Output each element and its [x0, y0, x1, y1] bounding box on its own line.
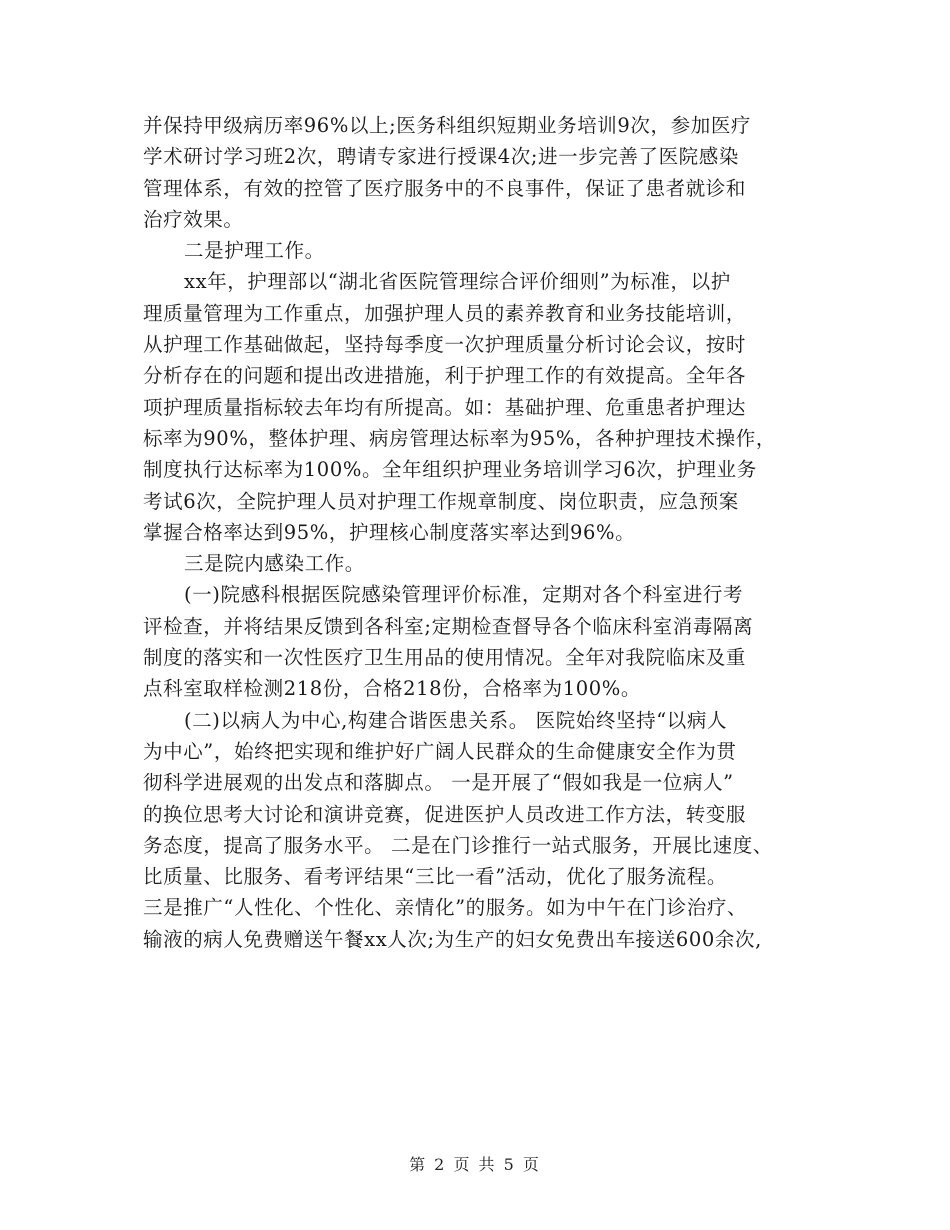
text-line: 分析存在的问题和提出改进措施，利于护理工作的有效提高。全年各 — [143, 364, 747, 388]
text-line: 为中心”，始终把实现和维护好广阔人民群众的生命健康安全作为贯 — [143, 739, 737, 763]
text-line: (一)院感科根据医院感染管理评价标准，定期对各个科室进行考 — [184, 583, 744, 607]
text-line: 点科室取样检测218份，合格218份，合格率为100%。 — [143, 677, 641, 701]
text-line: 二是护理工作。 — [184, 239, 325, 263]
text-line: 标率为90%，整体护理、病房管理达标率为95%，各种护理技术操作， — [143, 426, 776, 450]
page-footer: 第 2 页 共 5 页 — [409, 1155, 541, 1174]
text-line: 比质量、比服务、看考评结果“三比一看”活动，优化了服务流程。 — [143, 865, 727, 889]
text-line: 输液的病人免费赠送午餐xx人次;为生产的妇女免费出车接送600余次, — [143, 927, 762, 951]
text-line: 理质量管理为工作重点，加强护理人员的素养教育和业务技能培训， — [143, 301, 747, 325]
text-line: 治疗效果。 — [143, 207, 244, 231]
text-line: 考试6次，全院护理人员对护理工作规章制度、岗位职责，应急预案 — [143, 489, 739, 513]
document-body — [143, 110, 823, 955]
text-line: (二)以病人为中心,构建合谐医患关系。 医院始终坚持“以病人 — [184, 708, 728, 732]
text-line: 制度执行达标率为100%。全年组织护理业务培训学习6次，护理业务 — [143, 458, 757, 482]
text-line: 三是推广“人性化、个性化、亲情化”的服务。如为中午在门诊治疗、 — [143, 896, 748, 920]
text-line: xx年，护理部以“湖北省医院管理综合评价细则”为标准，以护 — [184, 270, 731, 294]
text-line: 并保持甲级病历率96%以上;医务科组织短期业务培训9次，参加医疗 — [143, 114, 752, 137]
text-line: 掌握合格率达到95%，护理核心制度落实率达到96%。 — [143, 520, 636, 544]
text-line: 项护理质量指标较去年均有所提高。如：基础护理、危重患者护理达 — [143, 395, 747, 419]
text-line: 从护理工作基础做起，坚持每季度一次护理质量分析讨论会议，按时 — [143, 333, 747, 357]
text-line: 务态度，提高了服务水平。 二是在门诊推行一站式服务，开展比速度、 — [143, 833, 773, 857]
text-line: 制度的落实和一次性医疗卫生用品的使用情况。全年对我院临床及重 — [143, 646, 747, 670]
text-line: 学术研讨学习班2次，聘请专家进行授课4次;进一步完善了医院感染 — [143, 145, 739, 169]
text-line: 彻科学进展观的出发点和落脚点。 一是开展了“假如我是一位病人” — [143, 771, 734, 795]
text-line: 评检查，并将结果反馈到各科室;定期检查督导各个临床科室消毒隔离 — [143, 614, 754, 638]
text-line: 的换位思考大讨论和演讲竞赛，促进医护人员改进工作方法，转变服 — [143, 802, 747, 826]
text-line: 管理体系，有效的控管了医疗服务中的不良事件，保证了患者就诊和 — [143, 176, 747, 200]
text-line: 三是院内感染工作。 — [184, 552, 365, 576]
